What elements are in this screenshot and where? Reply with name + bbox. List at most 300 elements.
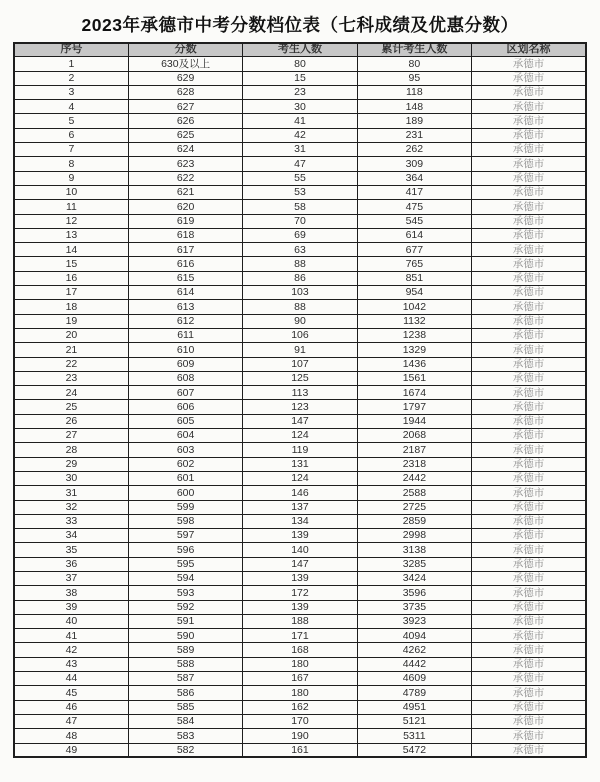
cell-district: 承德市 [472,386,586,400]
table-row [14,543,586,557]
cell-score: 617 [128,243,242,257]
cell-cumulative: 1797 [357,400,471,414]
table-row [14,371,586,385]
cell-count: 90 [243,314,357,328]
table-row [14,514,586,528]
cell-district: 承德市 [472,700,586,714]
cell-count: 161 [243,743,357,757]
cell-index: 45 [14,686,128,700]
table-row [14,743,586,757]
cell-district: 承德市 [472,586,586,600]
header-count: 考生人数 [243,43,357,57]
cell-index: 20 [14,328,128,342]
cell-cumulative: 262 [357,143,471,157]
cell-cumulative: 2442 [357,471,471,485]
cell-district: 承德市 [472,286,586,300]
cell-index: 9 [14,171,128,185]
cell-count: 124 [243,471,357,485]
cell-index: 33 [14,514,128,528]
cell-district: 承德市 [472,457,586,471]
cell-count: 190 [243,729,357,743]
header-district: 区划名称 [472,43,586,57]
cell-count: 180 [243,657,357,671]
cell-index: 38 [14,586,128,600]
cell-district: 承德市 [472,672,586,686]
table-row [14,529,586,543]
table-row [14,400,586,414]
cell-score: 592 [128,600,242,614]
cell-index: 6 [14,128,128,142]
cell-index: 44 [14,672,128,686]
cell-index: 8 [14,157,128,171]
table-row [14,729,586,743]
table-row [14,386,586,400]
cell-index: 32 [14,500,128,514]
cell-score: 604 [128,429,242,443]
cell-count: 80 [243,57,357,71]
cell-score: 614 [128,286,242,300]
cell-cumulative: 4262 [357,643,471,657]
cell-index: 16 [14,271,128,285]
cell-count: 170 [243,714,357,728]
table-row [14,343,586,357]
cell-score: 630及以上 [128,57,242,71]
cell-cumulative: 2187 [357,443,471,457]
cell-cumulative: 2318 [357,457,471,471]
cell-cumulative: 364 [357,171,471,185]
cell-index: 24 [14,386,128,400]
cell-district: 承德市 [472,185,586,199]
table-row [14,243,586,257]
cell-score: 629 [128,71,242,85]
cell-district: 承德市 [472,643,586,657]
cell-index: 29 [14,457,128,471]
cell-cumulative: 4442 [357,657,471,671]
cell-index: 34 [14,529,128,543]
header-cumulative: 累计考生人数 [357,43,471,57]
cell-count: 103 [243,286,357,300]
cell-score: 626 [128,114,242,128]
cell-cumulative: 614 [357,228,471,242]
cell-district: 承德市 [472,443,586,457]
cell-score: 591 [128,614,242,628]
cell-score: 612 [128,314,242,328]
cell-cumulative: 231 [357,128,471,142]
cell-cumulative: 677 [357,243,471,257]
cell-score: 607 [128,386,242,400]
cell-index: 3 [14,85,128,99]
cell-district: 承德市 [472,343,586,357]
cell-index: 22 [14,357,128,371]
cell-district: 承德市 [472,85,586,99]
table-row [14,100,586,114]
cell-count: 146 [243,486,357,500]
cell-score: 600 [128,486,242,500]
cell-count: 88 [243,257,357,271]
cell-index: 47 [14,714,128,728]
cell-district: 承德市 [472,614,586,628]
cell-cumulative: 954 [357,286,471,300]
cell-score: 595 [128,557,242,571]
cell-count: 63 [243,243,357,257]
cell-score: 603 [128,443,242,457]
table-row [14,457,586,471]
table-row [14,486,586,500]
cell-cumulative: 80 [357,57,471,71]
cell-cumulative: 1329 [357,343,471,357]
cell-cumulative: 3596 [357,586,471,600]
cell-index: 27 [14,429,128,443]
table-row [14,57,586,71]
cell-cumulative: 5121 [357,714,471,728]
table-row [14,429,586,443]
table-header-row [14,43,586,57]
cell-count: 139 [243,571,357,585]
cell-district: 承德市 [472,300,586,314]
table-row [14,672,586,686]
cell-cumulative: 1674 [357,386,471,400]
cell-index: 26 [14,414,128,428]
cell-index: 2 [14,71,128,85]
cell-index: 18 [14,300,128,314]
cell-district: 承德市 [472,629,586,643]
cell-cumulative: 95 [357,71,471,85]
cell-count: 23 [243,85,357,99]
cell-score: 616 [128,257,242,271]
cell-cumulative: 1238 [357,328,471,342]
table-row [14,471,586,485]
cell-score: 606 [128,400,242,414]
cell-count: 140 [243,543,357,557]
cell-count: 188 [243,614,357,628]
cell-cumulative: 4789 [357,686,471,700]
cell-count: 162 [243,700,357,714]
table-row [14,571,586,585]
cell-score: 601 [128,471,242,485]
cell-cumulative: 118 [357,85,471,99]
cell-cumulative: 5311 [357,729,471,743]
table-row [14,71,586,85]
cell-cumulative: 1132 [357,314,471,328]
cell-count: 168 [243,643,357,657]
cell-index: 4 [14,100,128,114]
cell-cumulative: 2998 [357,529,471,543]
cell-count: 171 [243,629,357,643]
cell-district: 承德市 [472,214,586,228]
cell-district: 承德市 [472,114,586,128]
table-row [14,714,586,728]
table-row [14,114,586,128]
cell-score: 609 [128,357,242,371]
cell-score: 599 [128,500,242,514]
cell-count: 70 [243,214,357,228]
cell-index: 17 [14,286,128,300]
cell-cumulative: 3923 [357,614,471,628]
cell-count: 30 [243,100,357,114]
cell-count: 139 [243,600,357,614]
cell-count: 113 [243,386,357,400]
cell-district: 承德市 [472,243,586,257]
cell-count: 139 [243,529,357,543]
cell-district: 承德市 [472,357,586,371]
table-row [14,700,586,714]
cell-count: 147 [243,414,357,428]
cell-index: 19 [14,314,128,328]
cell-cumulative: 309 [357,157,471,171]
cell-district: 承德市 [472,71,586,85]
cell-index: 23 [14,371,128,385]
cell-cumulative: 1042 [357,300,471,314]
cell-district: 承德市 [472,328,586,342]
cell-district: 承德市 [472,429,586,443]
table-row [14,257,586,271]
cell-score: 622 [128,171,242,185]
cell-score: 597 [128,529,242,543]
cell-cumulative: 2725 [357,500,471,514]
cell-district: 承德市 [472,143,586,157]
cell-cumulative: 5472 [357,743,471,757]
cell-count: 172 [243,586,357,600]
cell-index: 39 [14,600,128,614]
cell-score: 582 [128,743,242,757]
cell-score: 615 [128,271,242,285]
cell-district: 承德市 [472,557,586,571]
cell-district: 承德市 [472,486,586,500]
cell-score: 588 [128,657,242,671]
cell-index: 28 [14,443,128,457]
cell-cumulative: 3735 [357,600,471,614]
cell-district: 承德市 [472,171,586,185]
cell-score: 598 [128,514,242,528]
cell-count: 58 [243,200,357,214]
page-title: 2023年承德市中考分数档位表（七科成绩及优惠分数） [81,15,519,35]
cell-index: 10 [14,185,128,199]
table-row [14,443,586,457]
cell-district: 承德市 [472,743,586,757]
cell-count: 47 [243,157,357,171]
table-row [14,271,586,285]
cell-index: 1 [14,57,128,71]
cell-district: 承德市 [472,500,586,514]
cell-count: 106 [243,328,357,342]
cell-district: 承德市 [472,100,586,114]
cell-index: 35 [14,543,128,557]
table-row [14,85,586,99]
cell-cumulative: 1561 [357,371,471,385]
cell-count: 124 [243,429,357,443]
cell-cumulative: 2859 [357,514,471,528]
cell-cumulative: 475 [357,200,471,214]
cell-score: 584 [128,714,242,728]
cell-district: 承德市 [472,371,586,385]
cell-count: 91 [243,343,357,357]
cell-score: 594 [128,571,242,585]
table-row [14,214,586,228]
cell-cumulative: 148 [357,100,471,114]
cell-index: 46 [14,700,128,714]
cell-district: 承德市 [472,600,586,614]
table-row [14,300,586,314]
cell-district: 承德市 [472,471,586,485]
cell-score: 618 [128,228,242,242]
cell-count: 167 [243,672,357,686]
cell-score: 585 [128,700,242,714]
table-row [14,600,586,614]
cell-score: 628 [128,85,242,99]
table-row [14,629,586,643]
cell-score: 610 [128,343,242,357]
cell-index: 42 [14,643,128,657]
cell-cumulative: 545 [357,214,471,228]
cell-cumulative: 765 [357,257,471,271]
cell-count: 88 [243,300,357,314]
cell-score: 608 [128,371,242,385]
cell-index: 11 [14,200,128,214]
cell-count: 180 [243,686,357,700]
cell-district: 承德市 [472,543,586,557]
cell-district: 承德市 [472,200,586,214]
cell-district: 承德市 [472,686,586,700]
cell-index: 5 [14,114,128,128]
cell-index: 41 [14,629,128,643]
cell-count: 31 [243,143,357,157]
cell-district: 承德市 [472,57,586,71]
cell-count: 134 [243,514,357,528]
cell-count: 53 [243,185,357,199]
cell-district: 承德市 [472,714,586,728]
cell-count: 69 [243,228,357,242]
table-row [14,643,586,657]
cell-score: 624 [128,143,242,157]
cell-cumulative: 3285 [357,557,471,571]
cell-district: 承德市 [472,414,586,428]
table-row [14,328,586,342]
cell-score: 611 [128,328,242,342]
cell-cumulative: 1436 [357,357,471,371]
cell-score: 593 [128,586,242,600]
cell-count: 123 [243,400,357,414]
cell-count: 41 [243,114,357,128]
cell-district: 承德市 [472,657,586,671]
cell-cumulative: 189 [357,114,471,128]
header-score: 分数 [128,43,242,57]
cell-district: 承德市 [472,228,586,242]
cell-count: 42 [243,128,357,142]
cell-index: 30 [14,471,128,485]
cell-index: 43 [14,657,128,671]
table-row [14,586,586,600]
cell-district: 承德市 [472,571,586,585]
cell-index: 31 [14,486,128,500]
cell-score: 589 [128,643,242,657]
cell-index: 15 [14,257,128,271]
cell-score: 586 [128,686,242,700]
cell-district: 承德市 [472,271,586,285]
table-body [14,57,586,758]
table-row [14,686,586,700]
cell-index: 49 [14,743,128,757]
cell-district: 承德市 [472,729,586,743]
table-row [14,557,586,571]
cell-cumulative: 851 [357,271,471,285]
table-header [14,43,586,57]
cell-count: 131 [243,457,357,471]
cell-cumulative: 3424 [357,571,471,585]
cell-cumulative: 2588 [357,486,471,500]
cell-score: 620 [128,200,242,214]
table-row [14,286,586,300]
cell-index: 13 [14,228,128,242]
cell-score: 627 [128,100,242,114]
cell-count: 15 [243,71,357,85]
score-table [13,42,587,759]
cell-district: 承德市 [472,314,586,328]
cell-count: 86 [243,271,357,285]
table-row [14,357,586,371]
cell-cumulative: 417 [357,185,471,199]
cell-district: 承德市 [472,400,586,414]
table-row [14,128,586,142]
table-row [14,200,586,214]
cell-cumulative: 2068 [357,429,471,443]
cell-index: 36 [14,557,128,571]
cell-index: 48 [14,729,128,743]
cell-count: 107 [243,357,357,371]
cell-count: 119 [243,443,357,457]
header-index: 序号 [14,43,128,57]
cell-cumulative: 4094 [357,629,471,643]
cell-score: 587 [128,672,242,686]
cell-cumulative: 4951 [357,700,471,714]
cell-cumulative: 4609 [357,672,471,686]
table-row [14,314,586,328]
table-row [14,157,586,171]
table-row [14,228,586,242]
cell-index: 25 [14,400,128,414]
table-row [14,500,586,514]
cell-score: 583 [128,729,242,743]
cell-score: 605 [128,414,242,428]
cell-score: 621 [128,185,242,199]
table-row [14,414,586,428]
cell-cumulative: 1944 [357,414,471,428]
cell-district: 承德市 [472,529,586,543]
table-row [14,143,586,157]
cell-score: 625 [128,128,242,142]
table-row [14,614,586,628]
cell-count: 55 [243,171,357,185]
cell-index: 12 [14,214,128,228]
cell-index: 7 [14,143,128,157]
cell-index: 21 [14,343,128,357]
table-row [14,185,586,199]
cell-score: 613 [128,300,242,314]
cell-count: 125 [243,371,357,385]
table-row [14,171,586,185]
cell-index: 40 [14,614,128,628]
table-row [14,657,586,671]
cell-score: 596 [128,543,242,557]
cell-index: 37 [14,571,128,585]
cell-district: 承德市 [472,128,586,142]
cell-cumulative: 3138 [357,543,471,557]
cell-count: 137 [243,500,357,514]
cell-district: 承德市 [472,257,586,271]
cell-score: 623 [128,157,242,171]
cell-score: 602 [128,457,242,471]
cell-score: 619 [128,214,242,228]
cell-district: 承德市 [472,514,586,528]
